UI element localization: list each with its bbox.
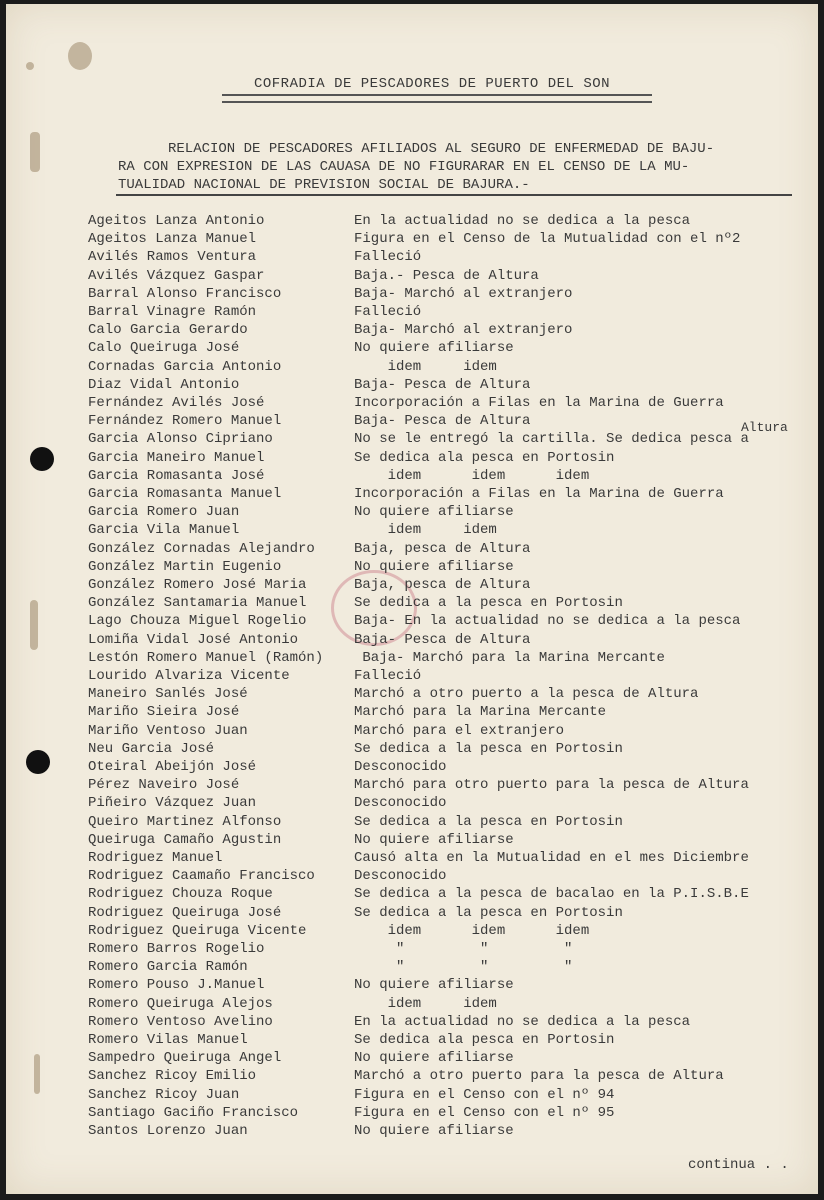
reason-note: Se dedica a la pesca en Portosin — [354, 904, 623, 921]
reason-note: Baja- Pesca de Altura — [354, 376, 531, 393]
stain — [30, 132, 40, 172]
fisherman-name: Garcia Romero Juan — [88, 504, 240, 521]
reason-note: Baja, pesca de Altura — [354, 577, 531, 593]
reason-note: idem idem idem — [354, 467, 590, 484]
fisherman-name: Sanchez Ricoy Emilio — [88, 1068, 257, 1085]
punch-hole — [30, 447, 54, 471]
reason-note: Se dedica a la pesca en Portosin — [354, 595, 623, 612]
list-item — [6, 267, 818, 285]
list-item — [6, 1031, 818, 1049]
reason-note: Desconocido — [354, 759, 447, 775]
list-item — [6, 576, 818, 594]
list-item — [6, 976, 818, 994]
reason-note: Marchó a otro puerto para la pesca de Altura — [354, 1068, 724, 1085]
list-item — [6, 248, 818, 266]
fisherman-name: Romero Queiruga Alejos — [88, 995, 273, 1012]
list-item — [6, 503, 818, 521]
fisherman-name: Piñeiro Vázquez Juan — [88, 795, 257, 812]
reason-note: Baja- Marchó al extranjero — [354, 322, 573, 339]
fisherman-name: Fernández Avilés José — [88, 395, 265, 411]
list-item — [6, 885, 818, 903]
reason-note: Marchó para la Marina Mercante — [354, 704, 607, 721]
fisherman-name: Garcia Alonso Cipriano — [88, 431, 273, 448]
fisherman-name: González Martin Eugenio — [88, 558, 282, 575]
list-item — [6, 995, 818, 1013]
list-item — [6, 612, 818, 630]
list-item — [6, 849, 818, 867]
fisherman-name: Lourido Alvariza Vicente — [88, 668, 290, 684]
fisherman-name: Fernández Romero Manuel — [88, 413, 282, 430]
fisherman-name: Romero Barros Rogelio — [88, 941, 265, 957]
reason-note: Falleció — [354, 304, 422, 320]
fisherman-name: Garcia Romasanta José — [88, 467, 265, 484]
list-item — [6, 667, 818, 685]
reason-note: No quiere afiliarse — [354, 1123, 514, 1139]
heading-line-3: TUALIDAD NACIONAL DE PREVISION SOCIAL DE BAJURA.- — [118, 177, 530, 193]
reason-note: idem idem — [354, 358, 497, 375]
list-item — [6, 376, 818, 394]
reason-note: Baja, pesca de Altura — [354, 540, 531, 557]
fisherman-name: Garcia Romasanta Manuel — [88, 486, 282, 502]
list-item — [6, 339, 818, 357]
list-item — [6, 794, 818, 812]
list-item — [6, 631, 818, 649]
fisherman-name: Diaz Vidal Antonio — [88, 376, 240, 393]
fisherman-name: Rodriguez Queiruga Vicente — [88, 922, 307, 939]
list-item — [6, 212, 818, 230]
list-item — [6, 303, 818, 321]
list-item — [6, 1122, 818, 1140]
fisherman-name: Romero Vilas Manuel — [88, 1032, 248, 1048]
fisherman-name: Barral Alonso Francisco — [88, 285, 282, 302]
list-item — [6, 321, 818, 339]
list-item — [6, 449, 818, 467]
continua-label: continua . . — [688, 1157, 789, 1173]
fisherman-name: Maneiro Sanlés José — [88, 686, 248, 703]
list-item — [6, 521, 818, 539]
reason-note: " " " — [354, 959, 573, 976]
reason-note: Desconocido — [354, 795, 447, 812]
reason-note: No quiere afiliarse — [354, 831, 514, 848]
list-item — [6, 776, 818, 794]
fisherman-name: Garcia Maneiro Manuel — [88, 449, 265, 466]
fisherman-name: Queiro Martinez Alfonso — [88, 813, 282, 830]
fisherman-name: Rodriguez Queiruga José — [88, 904, 282, 921]
list-item — [6, 1104, 818, 1122]
reason-note: idem idem idem — [354, 922, 590, 939]
list-item — [6, 540, 818, 558]
fisherman-name: Calo Queiruga José — [88, 340, 240, 357]
list-item — [6, 412, 818, 430]
fisherman-name: Mariño Sieira José — [88, 704, 240, 721]
heading-line-1: RELACION DE PESCADORES AFILIADOS AL SEGURO DE ENFERMEDAD DE BAJU- — [168, 141, 715, 157]
reason-note: Incorporación a Filas en la Marina de Guerra — [354, 395, 724, 411]
heading-line-2: RA CON EXPRESION DE LAS CAUASA DE NO FIGURARAR EN EL CENSO DE LA MU- — [118, 159, 690, 175]
reason-note: Figura en el Censo con el nº 95 — [354, 1104, 615, 1121]
reason-note: No quiere afiliarse — [354, 558, 514, 575]
reason-note: Marchó para otro puerto para la pesca de Altura — [354, 777, 749, 794]
list-item — [6, 1049, 818, 1067]
fisherman-name: Cornadas Garcia Antonio — [88, 358, 282, 375]
fisherman-name: Neu Garcia José — [88, 740, 215, 757]
fisherman-name: Queiruga Camaño Agustin — [88, 831, 282, 848]
fisherman-name: Lestón Romero Manuel (Ramón) — [88, 649, 324, 666]
reason-note: Causó alta en la Mutualidad en el mes Diciembre — [354, 850, 749, 866]
fisherman-name: Sampedro Queiruga Angel — [88, 1050, 282, 1067]
reason-note: En la actualidad no se dedica a la pesca — [354, 213, 691, 229]
reason-note: Marchó a otro puerto a la pesca de Altura — [354, 686, 699, 703]
stain — [68, 42, 92, 70]
heading-underline — [116, 194, 792, 196]
fisherman-name: Oteiral Abeijón José — [88, 759, 257, 775]
document-heading — [118, 140, 798, 194]
fisherman-name: Romero Pouso J.Manuel — [88, 977, 265, 994]
list-item — [6, 758, 818, 776]
list-item — [6, 394, 818, 412]
list-item — [6, 485, 818, 503]
fisherman-name: Rodriguez Caamaño Francisco — [88, 868, 315, 885]
list-item — [6, 703, 818, 721]
reason-note: Se dedica a la pesca en Portosin — [354, 813, 623, 830]
reason-note: Se dedica ala pesca en Portosin — [354, 1032, 615, 1048]
list-item — [6, 649, 818, 667]
reason-note: Baja- En la actualidad no se dedica a la pesca — [354, 613, 741, 630]
stain — [26, 62, 34, 70]
list-item — [6, 867, 818, 885]
reason-note: Se dedica a la pesca en Portosin — [354, 740, 623, 757]
list-item — [6, 1086, 818, 1104]
reason-note: Se dedica a la pesca de bacalao en la P.I.S.B.E — [354, 886, 749, 903]
reason-note: idem idem — [354, 995, 497, 1012]
list-item — [6, 940, 818, 958]
fisherman-name: Romero Garcia Ramón — [88, 959, 248, 976]
list-item — [6, 285, 818, 303]
reason-note: No quiere afiliarse — [354, 504, 514, 521]
list-item — [6, 904, 818, 922]
fisherman-name: Calo Garcia Gerardo — [88, 322, 248, 339]
fisherman-name: Ageitos Lanza Antonio — [88, 213, 265, 229]
fisherman-name: Avilés Vázquez Gaspar — [88, 267, 265, 284]
reason-note: Baja- Pesca de Altura — [354, 413, 531, 430]
fisherman-name: González Santamaria Manuel — [88, 595, 307, 612]
fisherman-name: González Romero José Maria — [88, 577, 307, 593]
reason-note: No quiere afiliarse — [354, 1050, 514, 1067]
reason-note: No quiere afiliarse — [354, 340, 514, 357]
reason-note: En la actualidad no se dedica a la pesca — [354, 1013, 691, 1030]
list-item — [6, 558, 818, 576]
reason-note: Falleció — [354, 668, 422, 684]
reason-note: Falleció — [354, 249, 422, 266]
list-item — [6, 922, 818, 940]
punch-hole — [26, 750, 50, 774]
title-underline — [222, 94, 652, 103]
list-item — [6, 958, 818, 976]
fisherman-name: Rodriguez Chouza Roque — [88, 886, 273, 903]
fisherman-name: Lomiña Vidal José Antonio — [88, 631, 299, 648]
fisherman-name: Mariño Ventoso Juan — [88, 722, 248, 739]
reason-note: Baja.- Pesca de Altura — [354, 267, 539, 284]
margin-note: Altura — [741, 420, 788, 436]
reason-note: Figura en el Censo de la Mutualidad con el nº2 — [354, 231, 741, 248]
document-page — [6, 4, 818, 1194]
reason-note: Marchó para el extranjero — [354, 722, 565, 739]
list-item — [6, 1067, 818, 1085]
document-title: COFRADIA DE PESCADORES DE PUERTO DEL SON — [253, 76, 611, 92]
list-item — [6, 813, 818, 831]
reason-note: No quiere afiliarse — [354, 977, 514, 994]
list-item — [6, 831, 818, 849]
reason-note: " " " — [354, 941, 573, 957]
list-item — [6, 358, 818, 376]
reason-note: Baja- Marchó al extranjero — [354, 285, 573, 302]
list-item — [6, 1013, 818, 1031]
fisherman-name: Garcia Vila Manuel — [88, 522, 240, 539]
reason-note: Se dedica ala pesca en Portosin — [354, 449, 615, 466]
reason-note: No se le entregó la cartilla. Se dedica pesca a — [354, 431, 749, 448]
list-item — [6, 722, 818, 740]
fisherman-name: Santos Lorenzo Juan — [88, 1123, 248, 1139]
list-item — [6, 467, 818, 485]
list-item — [6, 230, 818, 248]
reason-note: Baja- Marchó para la Marina Mercante — [354, 649, 665, 666]
fisherman-name: González Cornadas Alejandro — [88, 540, 315, 557]
reason-note: Figura en el Censo con el nº 94 — [354, 1086, 615, 1103]
reason-note: Desconocido — [354, 868, 447, 885]
fisherman-name: Rodriguez Manuel — [88, 850, 223, 866]
fisherman-name: Ageitos Lanza Manuel — [88, 231, 257, 248]
fisherman-name: Avilés Ramos Ventura — [88, 249, 257, 266]
fisherman-name: Santiago Gaciño Francisco — [88, 1104, 299, 1121]
reason-note: idem idem — [354, 522, 497, 539]
fisherman-name: Pérez Naveiro José — [88, 777, 240, 794]
reason-note: Incorporación a Filas en la Marina de Guerra — [354, 486, 724, 502]
reason-note: Baja- Pesca de Altura — [354, 631, 531, 648]
list-item — [6, 685, 818, 703]
list-item — [6, 594, 818, 612]
fisherman-name: Lago Chouza Miguel Rogelio — [88, 613, 307, 630]
fisherman-name: Romero Ventoso Avelino — [88, 1013, 273, 1030]
fisherman-name: Barral Vinagre Ramón — [88, 304, 257, 320]
list-item — [6, 740, 818, 758]
fisherman-name: Sanchez Ricoy Juan — [88, 1086, 240, 1103]
